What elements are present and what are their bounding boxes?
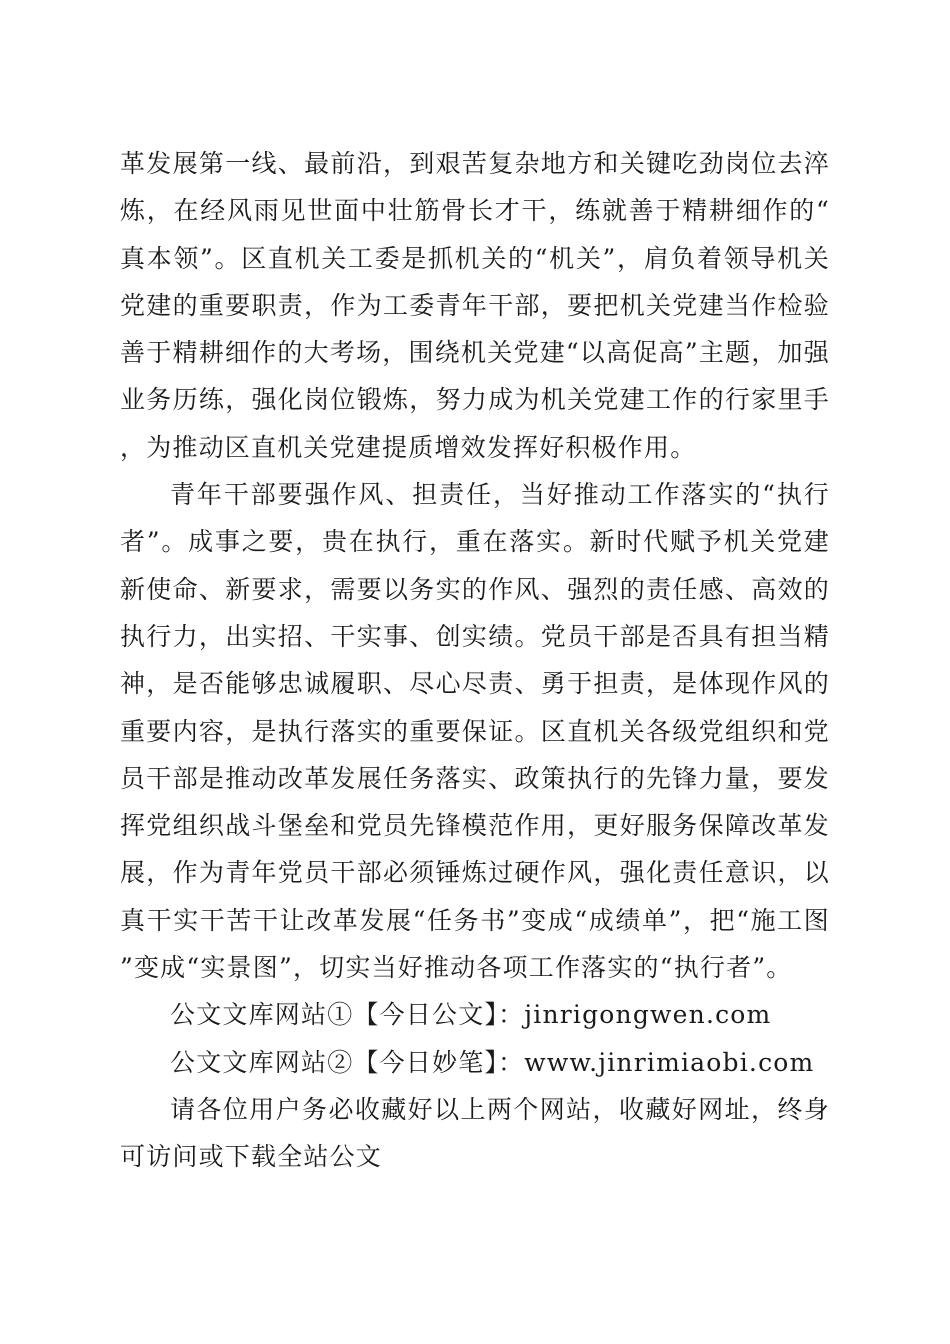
paragraph-executor: 青年干部要强作风、担责任，当好推动工作落实的“执行者”。成事之要，贵在执行，重在落实。新时代赋予机关党建新使命、新要求，需要以务实的作风、强烈的责任感、高效的执行力，出实招、干实事、创实绩。党员干部是否具有担当精神，是否能够忠诚履职、尽心尽责、勇于担责，是体现作风的重要内容，是执行落实的重要保证。区直机关各级党组织和党员干部是推动改革发展任务落实、政策执行的先锋力量，要发挥党组织战斗堡垒和党员先锋模范作用，更好服务保障改革发展，作为青年党员干部必须锤炼过硬作风，强化责任意识，以真干实干苦干让改革发展“任务书”变成“成绩单”，把“施工图”变成“实景图”，切实当好推动各项工作落实的“执行者”。 <box>120 480 830 983</box>
bookmark-notice: 请各位用户务必收藏好以上两个网站，收藏好网址，终身可访问或下载全站公文 <box>120 1094 830 1172</box>
website-link-1: 公文文库网站①【今日公文】：jinrigongwen.com <box>170 1000 772 1030</box>
paragraph-continued: 革发展第一线、最前沿，到艰苦复杂地方和关键吃劲岗位去淬炼，在经风雨见世面中壮筋骨长才干，练就善于精耕细作的“真本领”。区直机关工委是抓机关的“机关”，肩负着领导机关党建的重要职责，作为工委青年干部，要把机关党建当作检验善于精耕细作的大考场，围绕机关党建“以高促高”主题，加强业务历练，强化岗位锻炼，努力成为机关党建工作的行家里手，为推动区直机关党建提质增效发挥好积极作用。 <box>120 149 830 462</box>
document-body <box>120 140 830 1181</box>
website-link-2: 公文文库网站②【今日妙笔】：www.jinrimiaobi.com <box>170 1047 815 1077</box>
